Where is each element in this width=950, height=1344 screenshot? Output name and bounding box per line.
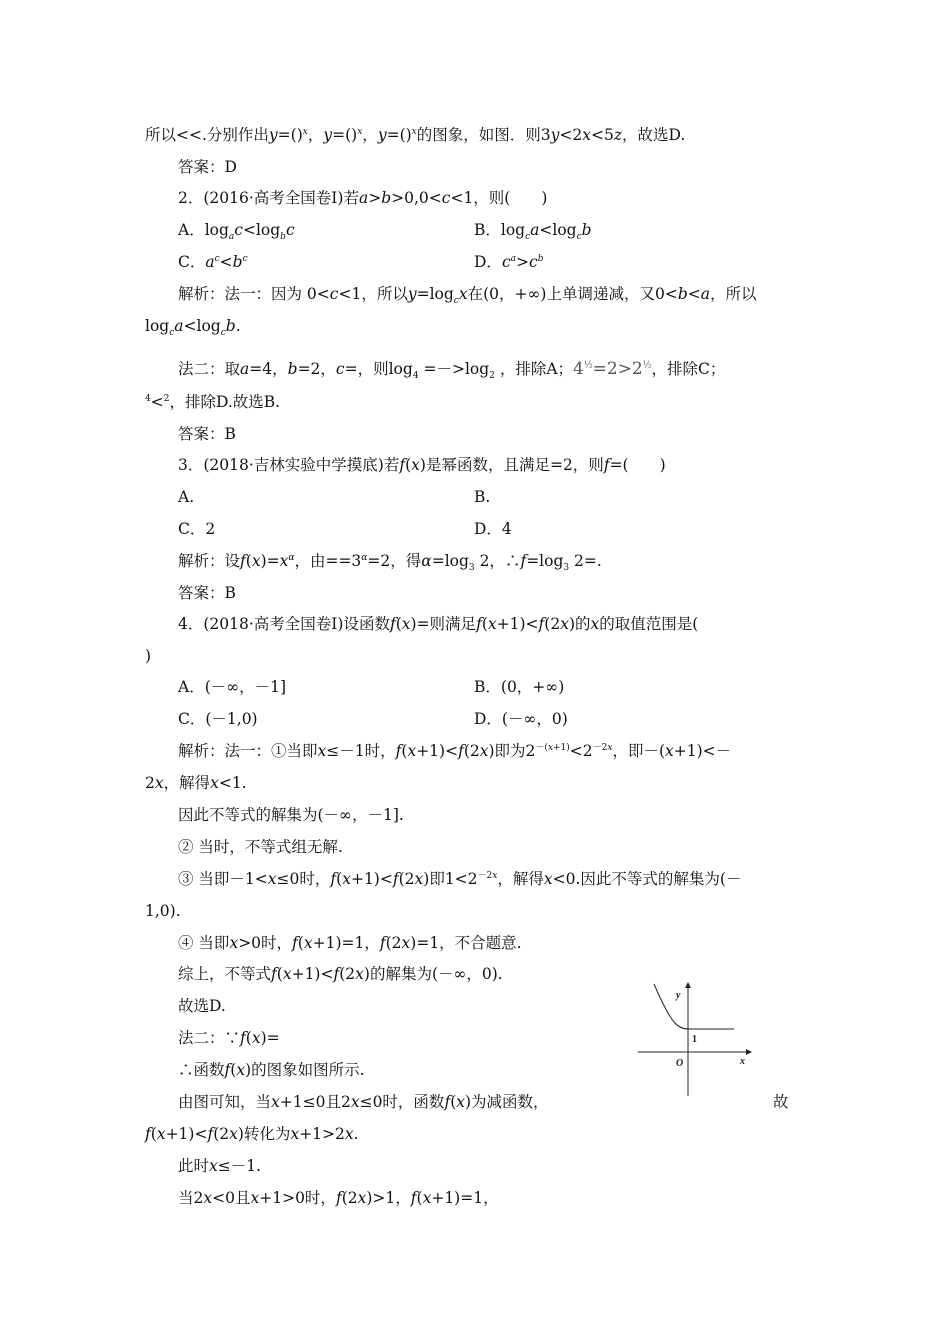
question-2: 2．(2016·高考全国卷Ⅰ)若a>b>0,0<c<1，则( ) [178,189,548,207]
solution-line: 此时x≤－1. [178,1157,262,1175]
solution-line: 故 [773,1093,789,1111]
solution-line: 由图可知，当x+1≤0且2x≤0时，函数f(x)为减函数， [178,1093,549,1111]
option-d: D．(－∞，0) [474,710,568,728]
option-a: A．$\log_ac<\log_bc$ [178,221,295,243]
solution-line: f(x+1)<f(2x)转化为x+1>2x. [145,1125,359,1143]
question-4: ) [145,647,152,665]
solution-line: 故选D. [178,997,226,1015]
origin-label: O [676,1058,684,1069]
y-axis-label: y [676,990,681,1001]
option-c: C．2 [178,520,216,538]
solution-line: ∴函数f(x)的图象如图所示. [178,1061,365,1079]
option-b: B．$\log_ca<\log_cb$ [474,221,592,243]
solution-line: 1,0). [145,902,181,920]
solution-line: 法二：取a=4，b=2，c=，则$\log_4 =->\log_2$ ，排除A；$4^{\frac{1}{2}}=2>2^{\frac{1}{2}}$，排除C； [178,359,726,382]
function-graph [636,982,752,1098]
option-b: B．(0，+∞) [474,678,565,696]
option-a: A. [178,488,195,506]
solution-line: ② 当时，不等式组无解. [178,838,343,856]
solution-line: ③ 当即－1<x≤0时，f(x+1)<f(2x)即$1<2^{-2x}$，解得x<0.因此不等式的解集为(－ [178,870,742,888]
answer-line: 答案：B [178,584,236,602]
option-c: C．(－1,0) [178,710,258,728]
solution-line: 2x，解得x<1. [145,774,247,792]
answer-line: 答案：B [178,425,236,443]
solution-line: 法二：∵f(x)= [178,1029,280,1047]
text-line: 所以<<.分别作出y=()$^x$，y=()$^x$，y=()$^x$的图象，如图．则3y<2x<5z，故选D. [145,126,686,144]
solution-line: 因此不等式的解集为(－∞，－1]. [178,806,404,824]
solution-line: 当2x<0且x+1>0时，f(2x)>1，f(x+1)=1， [178,1189,499,1207]
solution-line: 解析：设$f(x)=x^\alpha$，由$==3^\alpha=2$，得$\alpha=\log_3$ 2，$\therefore f=\log_3$ 2=. [178,552,602,574]
question-3: 3．(2018·吉林实验中学摸底)若f(x)是幂函数，且满足=2，则f=( ) [178,456,666,474]
solution-line: 综上，不等式f(x+1)<f(2x)的解集为(－∞，0). [178,965,503,983]
one-label: 1 [692,1034,697,1045]
y-axis-arrow [685,982,691,988]
option-d: D．$c^a>c^b$ [474,253,544,271]
decreasing-curve [654,984,688,1029]
x-axis-label: x [740,1056,745,1067]
option-d: D．4 [474,520,512,538]
x-axis-arrow [746,1049,752,1055]
option-c: C．$a^c<b^c$ [178,253,248,271]
solution-line: 解析：法一：因为 0<c<1，所以$y=\log_cx$在(0，+∞)上单调递减，又0<b<a，所以 [178,285,757,307]
solution-line: $^4$<$^2$，排除D.故选B. [145,393,281,411]
solution-line: ④ 当即x>0时，f(x+1)=1，f(2x)=1，不合题意. [178,934,522,952]
solution-line: $\log_ca<\log_cb$. [145,317,241,339]
answer-line: 答案：D [178,158,237,176]
option-a: A．(－∞，－1] [178,678,287,696]
solution-line: 解析：法一：①当即x≤－1时，f(x+1)<f(2x)即为$2^{-(x+1)}<2^{-2x}$，即－(x+1)<－ [178,742,732,760]
question-4: 4．(2018·高考全国卷Ⅰ)设函数f(x)=则满足f(x+1)<f(2x)的x的取值范围是( [178,615,699,633]
option-b: B. [474,488,491,506]
